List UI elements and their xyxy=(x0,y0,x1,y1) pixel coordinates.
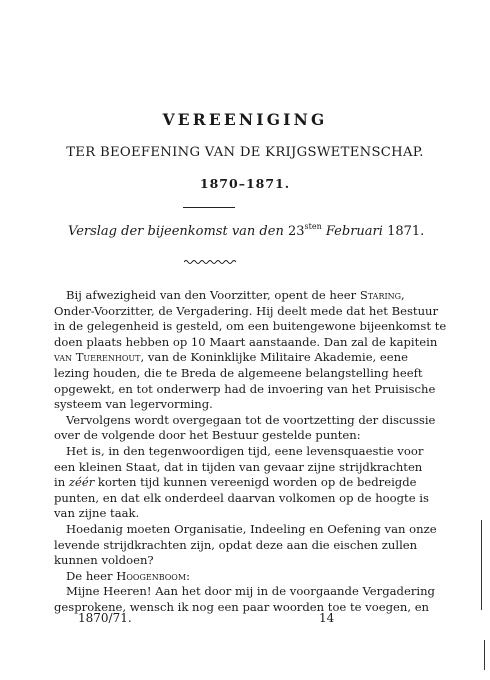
text-line: een kleinen Staat, dat in tijden van gevaar zijne strijdkrachten xyxy=(54,459,423,474)
text-line: in de gelegenheid is gesteld, om een buitengewone bijeenkomst te xyxy=(54,319,447,334)
ornament-squiggle xyxy=(184,259,236,265)
text-line: Het is, in den tegenwoordigen tijd, eene levensquaestie voor xyxy=(66,443,424,458)
name-staring: Staring, xyxy=(359,288,405,302)
text-line: Vervolgens wordt overgegaan tot de voortzetting der discussie xyxy=(66,412,436,427)
text-line: Hoedanig moeten Organisatie, Indeeling en Oefening van onze xyxy=(66,521,437,536)
text-line: lezing houden, die te Breda de algemeene belangstelling heeft xyxy=(54,365,423,380)
page-edge-line xyxy=(484,640,485,670)
report-prefix: Verslag der bijeenkomst van den xyxy=(68,224,284,239)
report-day: 23 xyxy=(287,224,305,239)
text-line: kunnen voldoen? xyxy=(54,553,154,568)
name-hoogenboom: Hoogenboom xyxy=(116,568,187,583)
report-heading xyxy=(68,224,424,239)
text-line: opgewekt, en tot onderwerp had de invoering van het Pruisische xyxy=(54,381,436,396)
page-edge-line xyxy=(481,520,482,610)
text-line: Onder-Voorzitter, de Vergadering. Hij deelt mede dat het Bestuur xyxy=(54,303,439,318)
text-line: in zéér korten tijd kunnen vereenigd worden op de bedreigde xyxy=(54,475,417,490)
text-line: Bij afwezigheid van den Voorzitter, opent de heer Staring, xyxy=(66,288,405,302)
report-year: 1871. xyxy=(387,224,425,239)
text-line: systeem van legervorming. xyxy=(54,397,213,412)
text-line: doen plaats hebben op 10 Maart aanstaande. Dan zal de kapitein xyxy=(54,334,438,349)
text-line: van Tuerenhout, van de Koninklijke Militaire Akademie, eene xyxy=(54,350,408,365)
page-subtitle: TER BEOEFENING VAN DE KRIJGSWETENSCHAP. xyxy=(66,145,424,160)
body-text xyxy=(54,288,447,615)
speaker-line: De heer Hoogenboom: xyxy=(66,568,190,583)
emphasis-zeer: zéér xyxy=(68,475,95,490)
text-line: gesprokene, wensch ik nog een paar woorden toe te voegen, en xyxy=(54,599,430,614)
text-line: over de volgende door het Bestuur gestelde punten: xyxy=(54,428,361,443)
text-line: punten, en dat elk onderdeel daarvan volkomen op de hoogte is xyxy=(54,490,429,505)
page-number: 14 xyxy=(319,611,335,625)
page-title: VEREENIGING xyxy=(162,110,328,129)
year-range: 1870–1871. xyxy=(199,176,291,191)
text-line: levende strijdkrachten zijn, opdat deze aan die eischen zullen xyxy=(54,537,418,552)
text-line: Mijne Heeren! Aan het door mij in de voorgaande Vergadering xyxy=(66,584,435,599)
report-day-suffix: sten xyxy=(304,222,322,231)
report-month: Februari xyxy=(325,224,383,239)
text-line: van zijne taak. xyxy=(54,506,140,521)
name-tuerenhout: van Tuerenhout xyxy=(54,350,141,365)
divider-rule xyxy=(183,207,235,208)
volume-label: 1870/71. xyxy=(78,611,132,625)
